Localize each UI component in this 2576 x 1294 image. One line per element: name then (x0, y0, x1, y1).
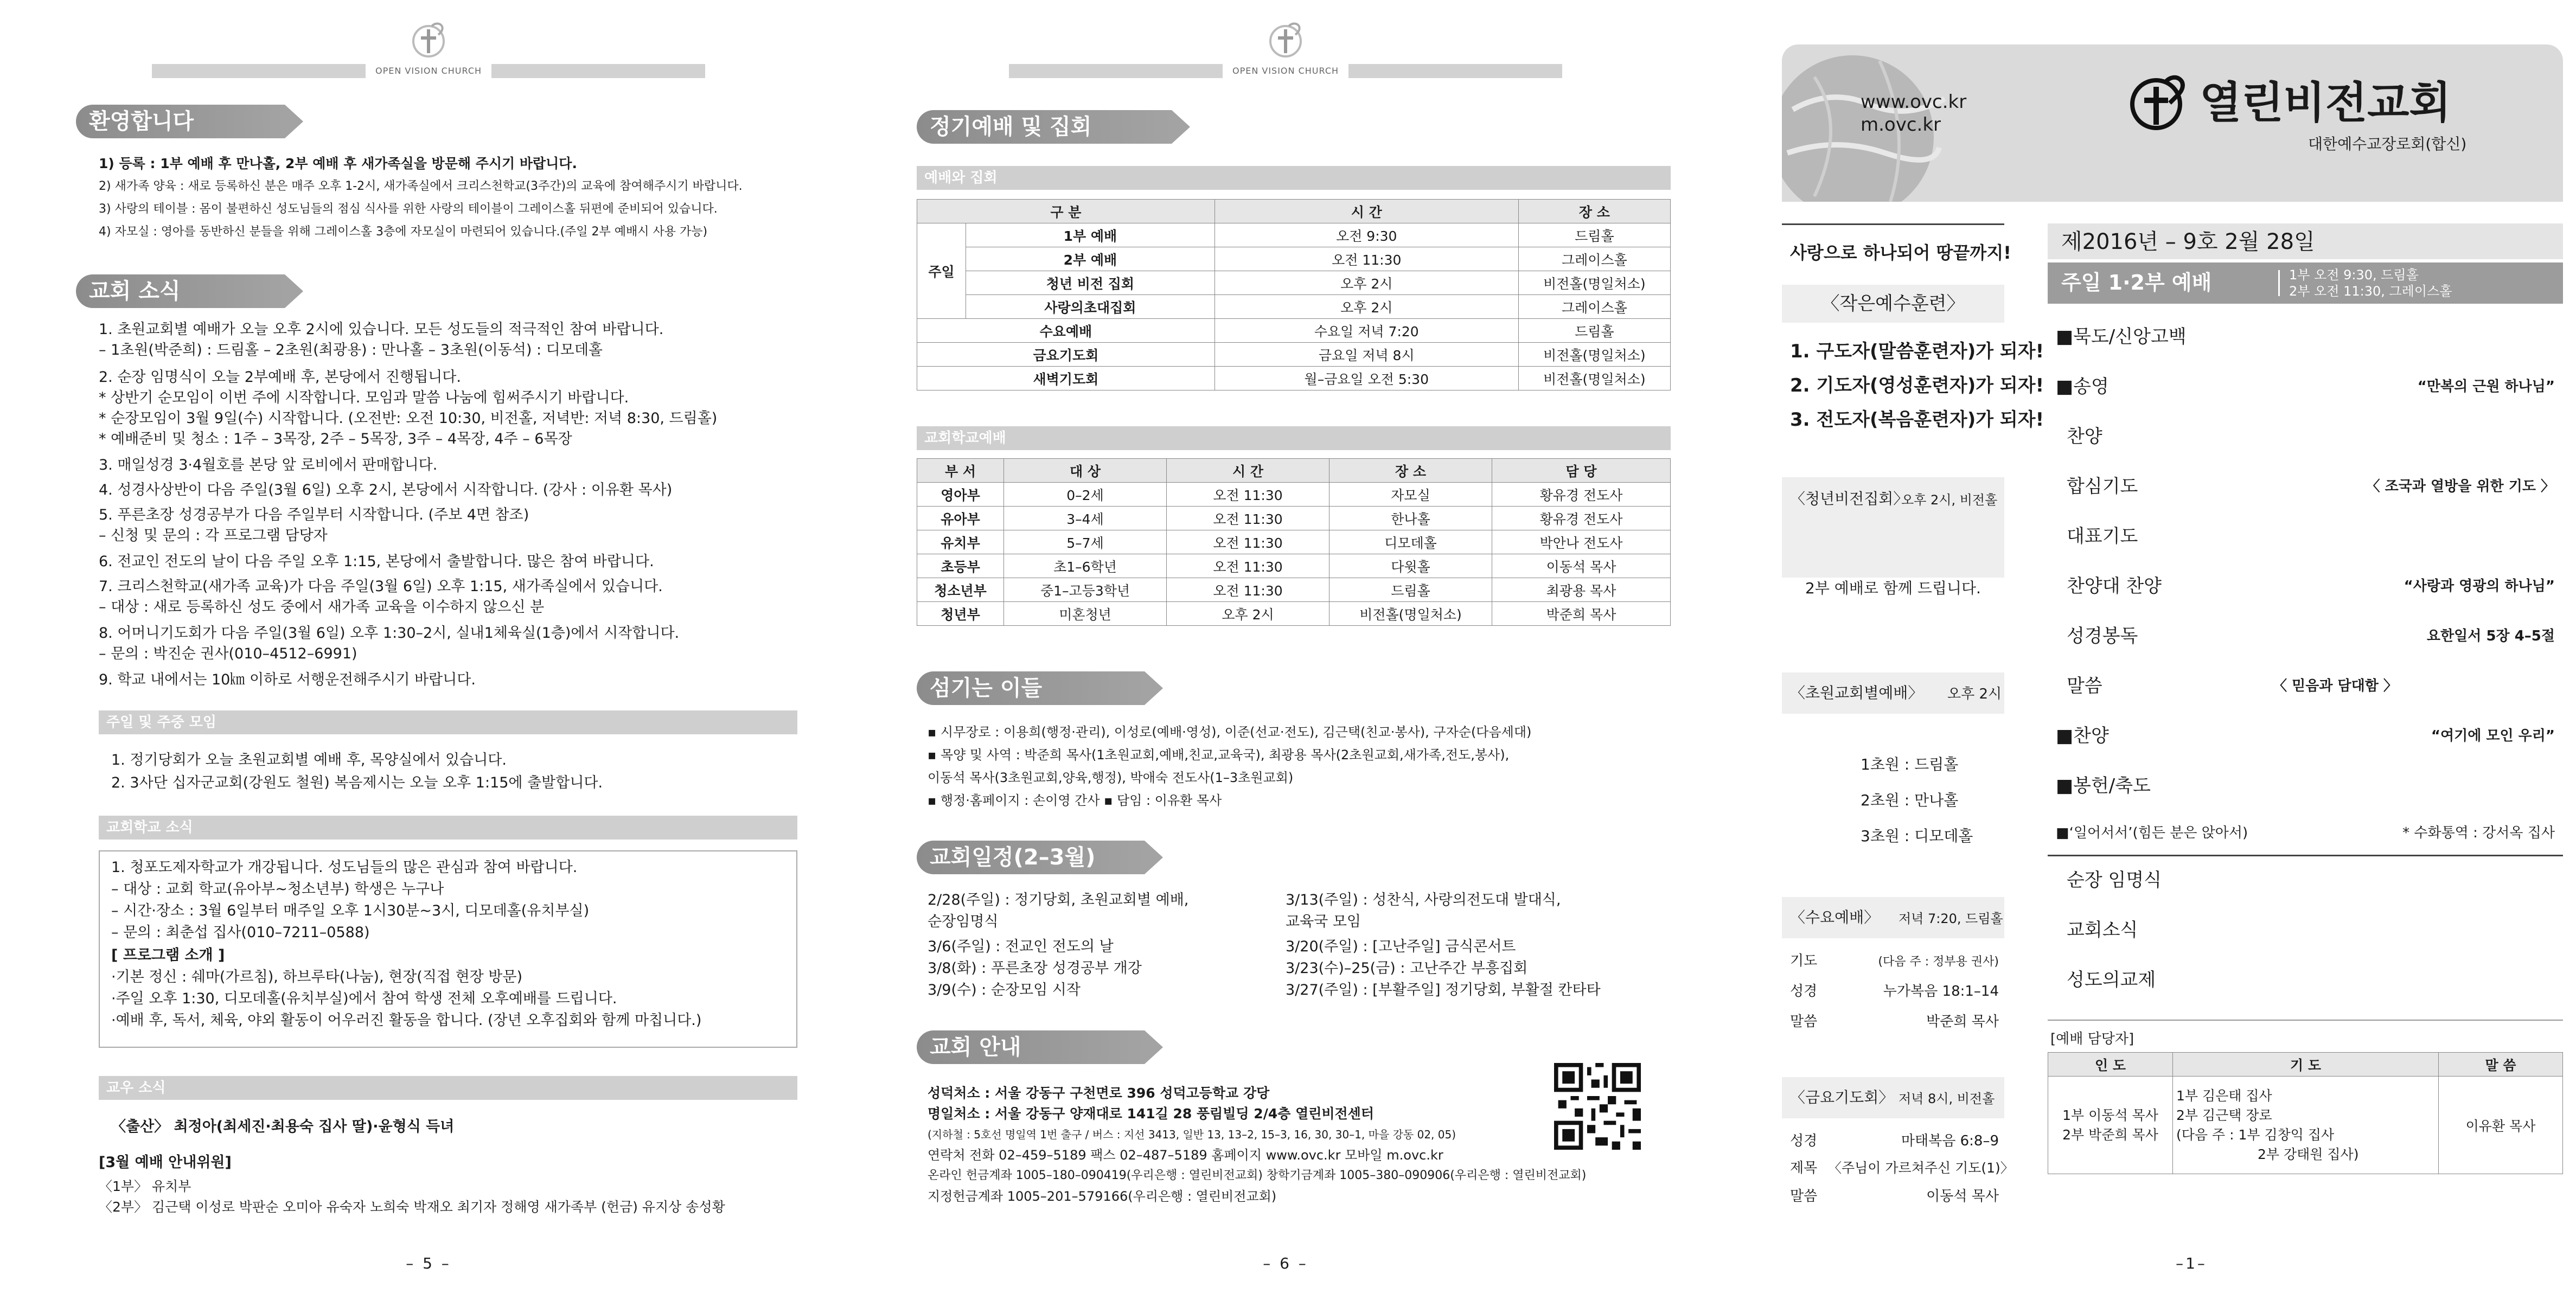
cell: 2부 예배 (966, 247, 1215, 271)
church-logo-icon (1263, 20, 1308, 61)
section-title-worship: 정기예배 및 집회 (917, 110, 1172, 144)
subsection-school-worship: 교회학교예배 (917, 426, 1671, 450)
motto: 사랑으로 하나되어 땅끝까지! (1790, 242, 2011, 263)
order-item: ■봉헌/축도 (2056, 775, 2151, 797)
wed-row-value: 박준희 목사 (1926, 1014, 1999, 1030)
cho-time: 오후 2시 (1947, 686, 2002, 702)
order-item: 합심기도 (2067, 476, 2138, 497)
cell: 비전홀(명일처소) (1518, 271, 1670, 295)
issue-number: 제2016년 – 9호 2월 28일 (2061, 229, 2315, 254)
news-item: * 순장모임이 3월 9일(수) 시작합니다. (오전반: 오전 10:30, 비전홀, 저녁반: 저녁 8:30, 드림홀) (99, 410, 718, 427)
cell: 오후 2시 (1215, 295, 1518, 319)
page-number: –1– (2176, 1254, 2207, 1272)
order-item: ■묵도/신앙고백 (2056, 326, 2187, 348)
service-label: 주일 1·2부 예배 (2061, 271, 2212, 294)
subsection-friends: 교우 소식 (99, 1076, 797, 1100)
school-item: ·주일 오후 1:30, 디모데홀(유치부실)에서 참여 학생 전체 오후예배를 드립니다. (111, 990, 617, 1007)
news-item: – 대상 : 새로 등록하신 성도 중에서 새가족 교육을 이수하지 않으신 분 (99, 599, 545, 616)
url-mobile[interactable]: m.ovc.kr (1861, 114, 1941, 136)
page-header (0, 20, 857, 79)
subsection-meetings: 주일 및 주중 모임 (99, 710, 797, 734)
col-header: 구 분 (917, 200, 1215, 223)
section-title-servants: 섬기는 이들 (917, 671, 1145, 705)
cell: 오전 11:30 (1167, 578, 1329, 602)
order-item: ■송영 (2056, 376, 2109, 398)
cell: 한나홀 (1329, 507, 1492, 530)
welcome-item: 3) 사랑의 테이블 : 몸이 불편하신 성도님들의 점심 식사를 위한 사랑의 테이블이 그레이스홀 뒤편에 준비되어 있습니다. (99, 202, 718, 216)
fri-row-value: 〈주님이 가르쳐주신 기도(1)〉 (1828, 1160, 2014, 1176)
cell: 청년부 (917, 602, 1004, 626)
cell: 중1–고등3학년 (1004, 578, 1167, 602)
cell: 오전 11:30 (1167, 554, 1329, 578)
info-line: 온라인 헌금계좌 1005–180–090419(우리은행 : 열린비전교회) 창학기금계좌 1005–380–090906(우리은행 : 열린비전교회) (928, 1169, 1587, 1182)
news-item: 2. 순장 임명식이 오늘 2부예배 후, 본당에서 진행됩니다. (99, 369, 461, 386)
page-6 (857, 0, 1714, 1294)
school-item: ·기본 정신 : 쉐마(가르침), 하브루타(나눔), 현장(직접 현장 방문) (111, 969, 523, 985)
order-item: 대표기도 (2067, 526, 2138, 547)
schedule-item: 3/13(주일) : 성찬식, 사랑의전도대 발대식, (1286, 892, 1561, 908)
duty-word: 이유환 목사 (2439, 1077, 2563, 1174)
cell: 박안나 전도사 (1492, 530, 1671, 554)
cell: 오후 2시 (1215, 271, 1518, 295)
church-logo-icon (406, 20, 451, 61)
training-item: 3. 전도자(복음훈련자)가 되자! (1790, 409, 2044, 431)
cell: 비전홀(명일처소) (1518, 343, 1670, 367)
cell: 다윗홀 (1329, 554, 1492, 578)
wed-row-label: 기도 (1790, 953, 1818, 969)
order-item: 성경봉독 (2067, 625, 2138, 647)
cell: 청소년부 (917, 578, 1004, 602)
training-item: 2. 기도자(영성훈련자)가 되자! (1790, 375, 2044, 396)
section-title-news: 교회 소식 (76, 274, 285, 308)
service-time: 2부 오전 11:30, 그레이스홀 (2289, 284, 2452, 299)
page-5 (0, 0, 857, 1294)
duty-prayer-line: 2부 김근택 장로 (2176, 1107, 2272, 1123)
subsection-school: 교회학교 소식 (99, 816, 797, 840)
col-header: 장 소 (1329, 459, 1492, 483)
denomination: 대한예수교장로회(합신) (2308, 135, 2467, 153)
cho-item: 1초원 : 드림홀 (1861, 755, 1959, 773)
order-item: ■찬양 (2056, 725, 2109, 747)
cho-item: 3초원 : 디모데홀 (1861, 827, 1973, 845)
cell: 영아부 (917, 483, 1004, 507)
order-detail: 〈 믿음과 담대함 〉 (2273, 678, 2398, 694)
fri-row-label: 성경 (1790, 1133, 1818, 1149)
wed-time: 저녁 7:20, 드림홀 (1899, 911, 2003, 926)
duty-title: [예배 담당자] (2050, 1031, 2134, 1047)
cell: 수요예배 (917, 319, 1215, 343)
school-item: – 시간·장소 : 3월 6일부터 매주일 오후 1시30분~3시, 디모데홀(유치부실) (111, 902, 590, 919)
service-time: 1부 오전 9:30, 드림홀 (2289, 267, 2419, 283)
order-detail: “만복의 근원 하나님” (2417, 379, 2555, 395)
friends-item: 〈출산〉 최정아(최세진·최용숙 집사 딸)·윤형식 득녀 (111, 1118, 455, 1135)
order-detail: 〈 조국과 열방을 위한 기도 〉 (2366, 478, 2555, 495)
schedule-item: 2/28(주일) : 정기당회, 초원교회별 예배, (928, 892, 1189, 908)
news-item: – 1초원(박준희) : 드림홀 – 2초원(최광용) : 만나홀 – 3초원(이동석) : 디모데홀 (99, 342, 603, 358)
col-header: 말 씀 (2439, 1053, 2563, 1077)
order-detail: “여기에 모인 우리” (2431, 728, 2555, 744)
news-item: 4. 성경사상반이 다음 주일(3월 6일) 오후 2시, 본당에서 시작합니다. (강사 : 이유환 목사) (99, 482, 673, 498)
fri-row-value: 마태복음 6:8–9 (1901, 1133, 1999, 1149)
duty-prayer (2173, 1077, 2439, 1174)
schedule-item: 3/6(주일) : 전교인 전도의 날 (928, 938, 1114, 955)
after-item: 성도의교제 (2067, 969, 2156, 991)
order-item: 말씀 (2067, 675, 2102, 697)
cell: 박준희 목사 (1492, 602, 1671, 626)
cell: 드림홀 (1518, 223, 1670, 247)
welcome-item: 4) 자모실 : 영아를 동반하신 분들을 위해 그레이스홀 3층에 자모실이 마련되어 있습니다.(주일 2부 예배시 사용 가능) (99, 225, 708, 239)
page-1-cover (1714, 0, 2576, 1294)
wed-row-value: 누가복음 18:1–14 (1883, 983, 1999, 1000)
duty-prayer-line: (다음 주 : 1부 김창익 집사 (2176, 1126, 2335, 1143)
cell: 청년 비전 집회 (966, 271, 1215, 295)
schedule-item: 교육국 모임 (1286, 913, 1361, 930)
wed-label: 〈수요예배〉 (1790, 908, 1880, 926)
cell: 오후 2시 (1167, 602, 1329, 626)
meeting-item: 1. 정기당회가 오늘 초원교회별 예배 후, 목양실에서 있습니다. (111, 752, 507, 768)
news-item: 9. 학교 내에서는 10㎞ 이하로 서행운전해주시기 바랍니다. (99, 671, 476, 688)
col-header: 담 당 (1492, 459, 1671, 483)
duty-prayer-line: 2부 강태원 집사) (2258, 1146, 2359, 1162)
col-header: 시 간 (1167, 459, 1329, 483)
cell: 사랑의초대집회 (966, 295, 1215, 319)
cell: 새벽기도회 (917, 367, 1215, 390)
cho-label: 〈초원교회별예배〉 (1790, 684, 1923, 702)
divider (2048, 1020, 2563, 1021)
page-number: – 5 – (406, 1254, 451, 1272)
servant-line: 이동석 목사(3초원교회,양육,행정), 박애숙 전도사(1–3초원교회) (928, 770, 1294, 785)
cell: 비전홀(명일처소) (1518, 367, 1670, 390)
section-title-schedule: 교회일정(2–3월) (917, 841, 1145, 874)
fri-time: 저녁 8시, 비전홀 (1899, 1091, 1995, 1106)
cell: 초등부 (917, 554, 1004, 578)
schedule-item: 3/8(화) : 푸른초장 성경공부 개강 (928, 960, 1142, 977)
fri-row-label: 말씀 (1790, 1188, 1818, 1205)
cell: 자모실 (1329, 483, 1492, 507)
cell: 3–4세 (1004, 507, 1167, 530)
news-item: – 문의 : 박진순 권사(010–4512–6991) (99, 645, 357, 662)
order-item: 찬양대 찬양 (2067, 575, 2162, 597)
cell: 유치부 (917, 530, 1004, 554)
news-item: * 예배준비 및 청소 : 1주 – 3목장, 2주 – 5목장, 3주 – 4목장, 4주 – 6목장 (99, 431, 572, 447)
cell: 드림홀 (1518, 319, 1670, 343)
fri-row-value: 이동석 목사 (1926, 1188, 1999, 1205)
news-item: 8. 어머니기도회가 다음 주일(3월 6일) 오후 1:30–2시, 실내1체육실(1층)에서 시작합니다. (99, 625, 680, 642)
church-logo-icon (2126, 71, 2191, 136)
news-item: * 상반기 순모임이 이번 주에 시작합니다. 모임과 말씀 나눔에 힘써주시기 바랍니다. (99, 389, 629, 406)
info-line: 명일처소 : 서울 강동구 양재대로 141길 28 풍림빌딩 2/4층 열린비전센터 (928, 1106, 1374, 1122)
interpreter: * 수화통역 : 강서옥 집사 (2402, 825, 2555, 841)
schedule-item: 3/27(주일) : [부활주일] 정기당회, 부활절 칸타타 (1286, 982, 1601, 998)
news-item: 5. 푸른초장 성경공부가 다음 주일부터 시작합니다. (주보 4면 참조) (99, 507, 529, 523)
info-line: 지정헌금계좌 1005–201–579166(우리은행 : 열린비전교회) (928, 1189, 1277, 1204)
school-item: – 문의 : 최춘섭 집사(010–7211–0588) (111, 924, 370, 941)
col-header: 부 서 (917, 459, 1004, 483)
cell: 오전 11:30 (1167, 530, 1329, 554)
order-item: 찬양 (2067, 426, 2102, 447)
url-web[interactable]: www.ovc.kr (1861, 91, 1967, 113)
col-header: 대 상 (1004, 459, 1167, 483)
guide-item: 〈1부〉 유치부 (99, 1178, 191, 1194)
section-title-welcome: 환영합니다 (76, 105, 285, 138)
cell: 1부 예배 (966, 223, 1215, 247)
cell: 디모데홀 (1329, 530, 1492, 554)
cell: 수요일 저녁 7:20 (1215, 319, 1518, 343)
wed-row-label: 성경 (1790, 983, 1818, 1000)
cell: 이동석 목사 (1492, 554, 1671, 578)
servant-line: ▪ 행정·홈페이지 : 손이영 간사 ▪ 담임 : 이유환 목사 (928, 793, 1222, 808)
duty-lead-line: 1부 이동석 목사 (2062, 1107, 2158, 1123)
news-item: 1. 초원교회별 예배가 오늘 오후 2시에 있습니다. 모든 성도들의 적극적인 참여 바랍니다. (99, 321, 664, 338)
order-detail: “사랑과 영광의 하나님” (2404, 578, 2555, 594)
page-number: – 6 – (1263, 1254, 1308, 1272)
school-item: ·예배 후, 독서, 체육, 야외 활동이 어우러진 활동을 합니다. (장년 오후집회와 함께 마칩니다.) (111, 1012, 702, 1029)
wed-row-value: (다음 주 : 정부용 권사) (1878, 955, 1999, 969)
cell: 금요기도회 (917, 343, 1215, 367)
cell: 드림홀 (1329, 578, 1492, 602)
news-item: 7. 크리스천학교(새가족 교육)가 다음 주일(3월 6일) 오후 1:15, 새가족실에서 있습니다. (99, 578, 663, 595)
cell: 5–7세 (1004, 530, 1167, 554)
col-header: 인 도 (2048, 1053, 2173, 1077)
school-item: [ 프로그램 소개 ] (111, 947, 225, 964)
guide-title: [3월 예배 안내위원] (99, 1154, 232, 1171)
cell: 비전홀(명일처소) (1329, 602, 1492, 626)
page-header (857, 20, 1714, 79)
youth-time: 오후 2시, 비전홀 (1901, 492, 1998, 508)
news-item: 6. 전교인 전도의 날이 다음 주일 오후 1:15, 본당에서 출발합니다. 많은 참여 바랍니다. (99, 553, 654, 570)
guide-item: 〈2부〉 김근택 이성로 박판순 오미아 유숙자 노희숙 박재오 최기자 정해영 새가족부 (헌금) 유지상 송성황 (99, 1199, 725, 1215)
cell: 금요일 저녁 8시 (1215, 343, 1518, 367)
divider (2048, 855, 2563, 856)
welcome-item: 2) 새가족 양육 : 새로 등록하신 분은 매주 오후 1-2시, 새가족실에서 크리스천학교(3주간)의 교육에 참여해주시기 바랍니다. (99, 180, 743, 193)
after-item: 교회소식 (2067, 919, 2138, 941)
cell: 미혼청년 (1004, 602, 1167, 626)
wed-row-label: 말씀 (1790, 1014, 1818, 1030)
news-item: – 신청 및 문의 : 각 프로그램 담당자 (99, 527, 328, 544)
after-item: 순장 임명식 (2067, 869, 2162, 891)
org-name: OPEN VISION CHURCH (1223, 64, 1348, 78)
cell: 월–금요일 오전 5:30 (1215, 367, 1518, 390)
school-item: 1. 청포도제자학교가 개강됩니다. 성도님들의 많은 관심과 참여 바랍니다. (111, 859, 578, 876)
school-item: – 대상 : 교회 학교(유아부~청소년부) 학생은 누구나 (111, 881, 444, 898)
training-item: 1. 구도자(말씀훈련자)가 되자! (1790, 341, 2044, 362)
info-line: 연락처 전화 02–459–5189 팩스 02–487–5189 홈페이지 www.ovc.kr 모바일 m.ovc.kr (928, 1148, 1443, 1163)
meeting-item: 2. 3사단 십자군교회(강원도 철원) 복음제시는 오늘 오후 1:15에 출발합니다. (111, 774, 603, 791)
org-name: OPEN VISION CHURCH (366, 64, 491, 78)
youth-note: 2부 예배로 함께 드립니다. (1782, 578, 2004, 599)
cell: 최광용 목사 (1492, 578, 1671, 602)
section-title-info: 교회 안내 (917, 1030, 1145, 1064)
divider (2278, 270, 2280, 296)
cell: 황유경 전도사 (1492, 483, 1671, 507)
cell: 오전 11:30 (1167, 483, 1329, 507)
worship-group: 주일 (917, 223, 966, 319)
duty-prayer-line: 1부 김은태 집사 (2176, 1087, 2272, 1104)
cell: 초1–6학년 (1004, 554, 1167, 578)
col-header: 장 소 (1518, 200, 1670, 223)
school-worship-table (917, 458, 1671, 626)
fri-row-label: 제목 (1790, 1160, 1818, 1176)
schedule-item: 순장임명식 (928, 913, 999, 930)
subsection-worship: 예배와 집회 (917, 166, 1671, 190)
church-name: 열린비전교회 (2200, 78, 2451, 128)
news-item: 3. 매일성경 3·4월호를 본당 앞 로비에서 판매합니다. (99, 457, 438, 473)
cell: 오전 9:30 (1215, 223, 1518, 247)
training-title: 〈작은예수훈련〉 (1821, 293, 1965, 315)
qr-code-icon (1554, 1063, 1641, 1150)
cell: 오전 11:30 (1167, 507, 1329, 530)
col-header: 시 간 (1215, 200, 1518, 223)
duty-lead (2048, 1077, 2173, 1174)
cell: 황유경 전도사 (1492, 507, 1671, 530)
duty-table (2048, 1052, 2563, 1174)
cho-item: 2초원 : 만나홀 (1861, 791, 1959, 809)
cell: 오전 11:30 (1215, 247, 1518, 271)
schedule-item: 3/20(주일) : [고난주일] 금식콘서트 (1286, 938, 1516, 955)
cell: 그레이스홀 (1518, 247, 1670, 271)
duty-lead-line: 2부 박준희 목사 (2062, 1126, 2158, 1143)
servant-line: ▪ 목양 및 사역 : 박준희 목사(1초원교회,예배,친교,교육국), 최광용 목사(2초원교회,새가족,전도,봉사), (928, 747, 1510, 763)
schedule-item: 3/9(수) : 순장모임 시작 (928, 982, 1081, 998)
schedule-item: 3/23(수)–25(금) : 고난주간 부흥집회 (1286, 960, 1528, 977)
worship-table (917, 199, 1671, 390)
servant-line: ▪ 시무장로 : 이용희(행정·관리), 이성로(예배·영성), 이준(선교·전도), 김근택(친교·봉사), 구자순(다음세대) (928, 725, 1532, 740)
info-line: (지하철 : 5호선 명일역 1번 출구 / 버스 : 지선 3413, 일반 13, 13–2, 15–3, 16, 30, 30–1, 마을 강동 02, 05) (928, 1128, 1456, 1141)
order-detail: 요한일서 5장 4–5절 (2426, 628, 2555, 644)
welcome-item: 1) 등록 : 1부 예배 후 만나홀, 2부 예배 후 새가족실을 방문해 주시기 바랍니다. (99, 156, 577, 171)
cell: 유아부 (917, 507, 1004, 530)
cell: 그레이스홀 (1518, 295, 1670, 319)
fri-label: 〈금요기도회〉 (1790, 1088, 1894, 1106)
cell: 0–2세 (1004, 483, 1167, 507)
info-line: 성덕처소 : 서울 강동구 구천면로 396 성덕고등학교 강당 (928, 1085, 1270, 1101)
col-header: 기 도 (2173, 1053, 2439, 1077)
divider (1782, 223, 2004, 225)
youth-label: 〈청년비전집회〉 (1790, 490, 1909, 508)
closing-note: ■‘일어서서’(힘든 분은 앉아서) (2056, 825, 2248, 841)
